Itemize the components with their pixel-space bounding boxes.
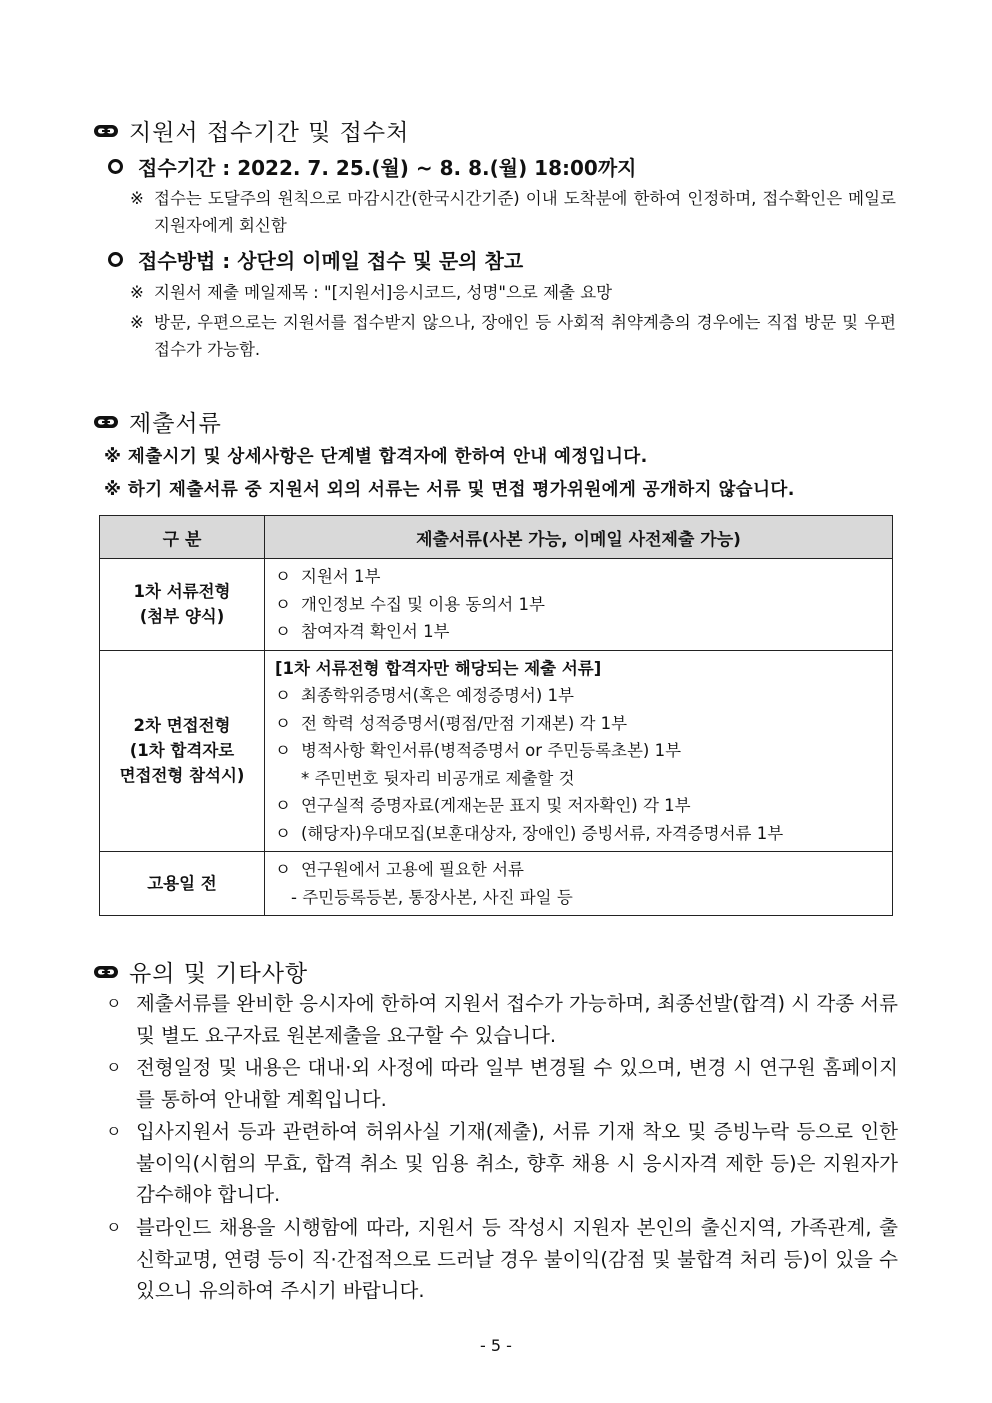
row3-items — [265, 852, 893, 916]
list-item: ㅇ 지원서 1부 — [275, 567, 381, 586]
notes-item-4: ㅇ 블라인드 채용을 시행함에 따라, 지원서 등 작성시 지원자 본인의 출신지역, 가족관계, 출신학교명, 연령 등이 직·간접적으로 드러날 경우 불이익(감점 및 불합격 처리 등)이 있을 수 있으니 유의하여 주시기 바랍니다. — [106, 1216, 898, 1302]
section-title-application: 지원서 접수기간 및 접수처 — [93, 114, 409, 147]
method-note-2: ※ 방문, 우편으로는 지원서를 접수받지 않으나, 장애인 등 사회적 취약계층의 경우에는 직접 방문 및 우편접수가 가능함. — [130, 313, 896, 359]
documents-table — [99, 515, 893, 916]
table-row — [100, 559, 893, 651]
notes-item-2: ㅇ 전형일정 및 내용은 대내·외 사정에 따라 일부 변경될 수 있으며, 변경 시 연구원 홈페이지를 통하여 안내할 계획입니다. — [106, 1056, 898, 1111]
list-heading: [1차 서류전형 합격자만 해당되는 제출 서류] — [275, 658, 602, 678]
link-chain-icon — [93, 413, 119, 431]
list-item-note: * 주민번호 뒷자리 비공개로 제출할 것 — [301, 768, 575, 788]
list-item: ㅇ 연구실적 증명자료(게재논문 표지 및 저자확인) 각 1부 — [275, 796, 691, 815]
list-item: ㅇ 전 학력 성적증명서(평점/만점 기재본) 각 1부 — [275, 713, 628, 733]
section-title-documents: 제출서류 — [93, 405, 222, 438]
section-title-notes: 유의 및 기타사항 — [93, 955, 308, 988]
list-item: ㅇ 연구원에서 고용에 필요한 서류 — [275, 860, 524, 879]
table-header-category: 구 분 — [100, 516, 265, 559]
documents-note-1: ※ 제출시기 및 상세사항은 단계별 합격자에 한하여 안내 예정입니다. — [104, 447, 648, 467]
row1-category: 1차 서류전형 (첨부 양식) — [100, 559, 265, 651]
list-item: ㅇ 참여자격 확인서 1부 — [275, 622, 450, 641]
method-heading: 접수방법 : 상단의 이메일 접수 및 문의 참고 — [108, 245, 523, 274]
period-note: ※ 접수는 도달주의 원칙으로 마감시간(한국시간기준) 이내 도착분에 한하여 인정하며, 접수확인은 메일로 지원자에게 회신함 — [130, 189, 896, 235]
documents-note-2: ※ 하기 제출서류 중 지원서 외의 서류는 서류 및 면접 평가위원에게 공개하지 않습니다. — [104, 480, 795, 500]
table-header-documents: 제출서류(사본 가능, 이메일 사전제출 가능) — [265, 516, 893, 559]
table-row — [100, 650, 893, 852]
row1-items — [265, 559, 893, 651]
period-heading: 접수기간 : 2022. 7. 25.(월) ~ 8. 8.(월) 18:00까지 — [108, 152, 636, 181]
list-item: ㅇ (해당자)우대모집(보훈대상자, 장애인) 증빙서류, 자격증명서류 1부 — [275, 823, 784, 843]
notes-item-3: ㅇ 입사지원서 등과 관련하여 허위사실 기재(제출), 서류 기재 착오 및 증빙누락 등으로 인한 불이익(시험의 무효, 합격 취소 및 임용 취소, 향후 채용 시 응시자격 제한 등)은 지원자가 감수해야 합니다. — [106, 1120, 898, 1206]
page-number: - 5 - — [480, 1336, 512, 1355]
row2-items — [265, 650, 893, 852]
row2-category: 2차 면접전형 (1차 합격자로 면접전형 참석시) — [100, 650, 265, 852]
ring-bullet-icon — [108, 252, 123, 267]
method-note-1: ※ 지원서 제출 메일제목 : "[지원서]응시코드, 성명"으로 제출 요망 — [130, 283, 613, 302]
list-item: ㅇ 병적사항 확인서류(병적증명서 or 주민등록초본) 1부 — [275, 741, 682, 760]
link-chain-icon — [93, 122, 119, 140]
link-chain-icon — [93, 963, 119, 981]
ring-bullet-icon — [108, 159, 123, 174]
list-item: ㅇ 최종학위증명서(혹은 예정증명서) 1부 — [275, 686, 574, 705]
table-header-row — [100, 516, 893, 559]
row3-category: 고용일 전 — [100, 852, 265, 916]
notes-item-1: ㅇ 제출서류를 완비한 응시자에 한하여 지원서 접수가 가능하며, 최종선발(합격) 시 각종 서류 및 별도 요구자료 원본제출을 요구할 수 있습니다. — [106, 992, 898, 1047]
list-item: ㅇ 개인정보 수집 및 이용 동의서 1부 — [275, 594, 545, 614]
table-row — [100, 852, 893, 916]
list-item-note: - 주민등록등본, 통장사본, 사진 파일 등 — [291, 887, 573, 907]
